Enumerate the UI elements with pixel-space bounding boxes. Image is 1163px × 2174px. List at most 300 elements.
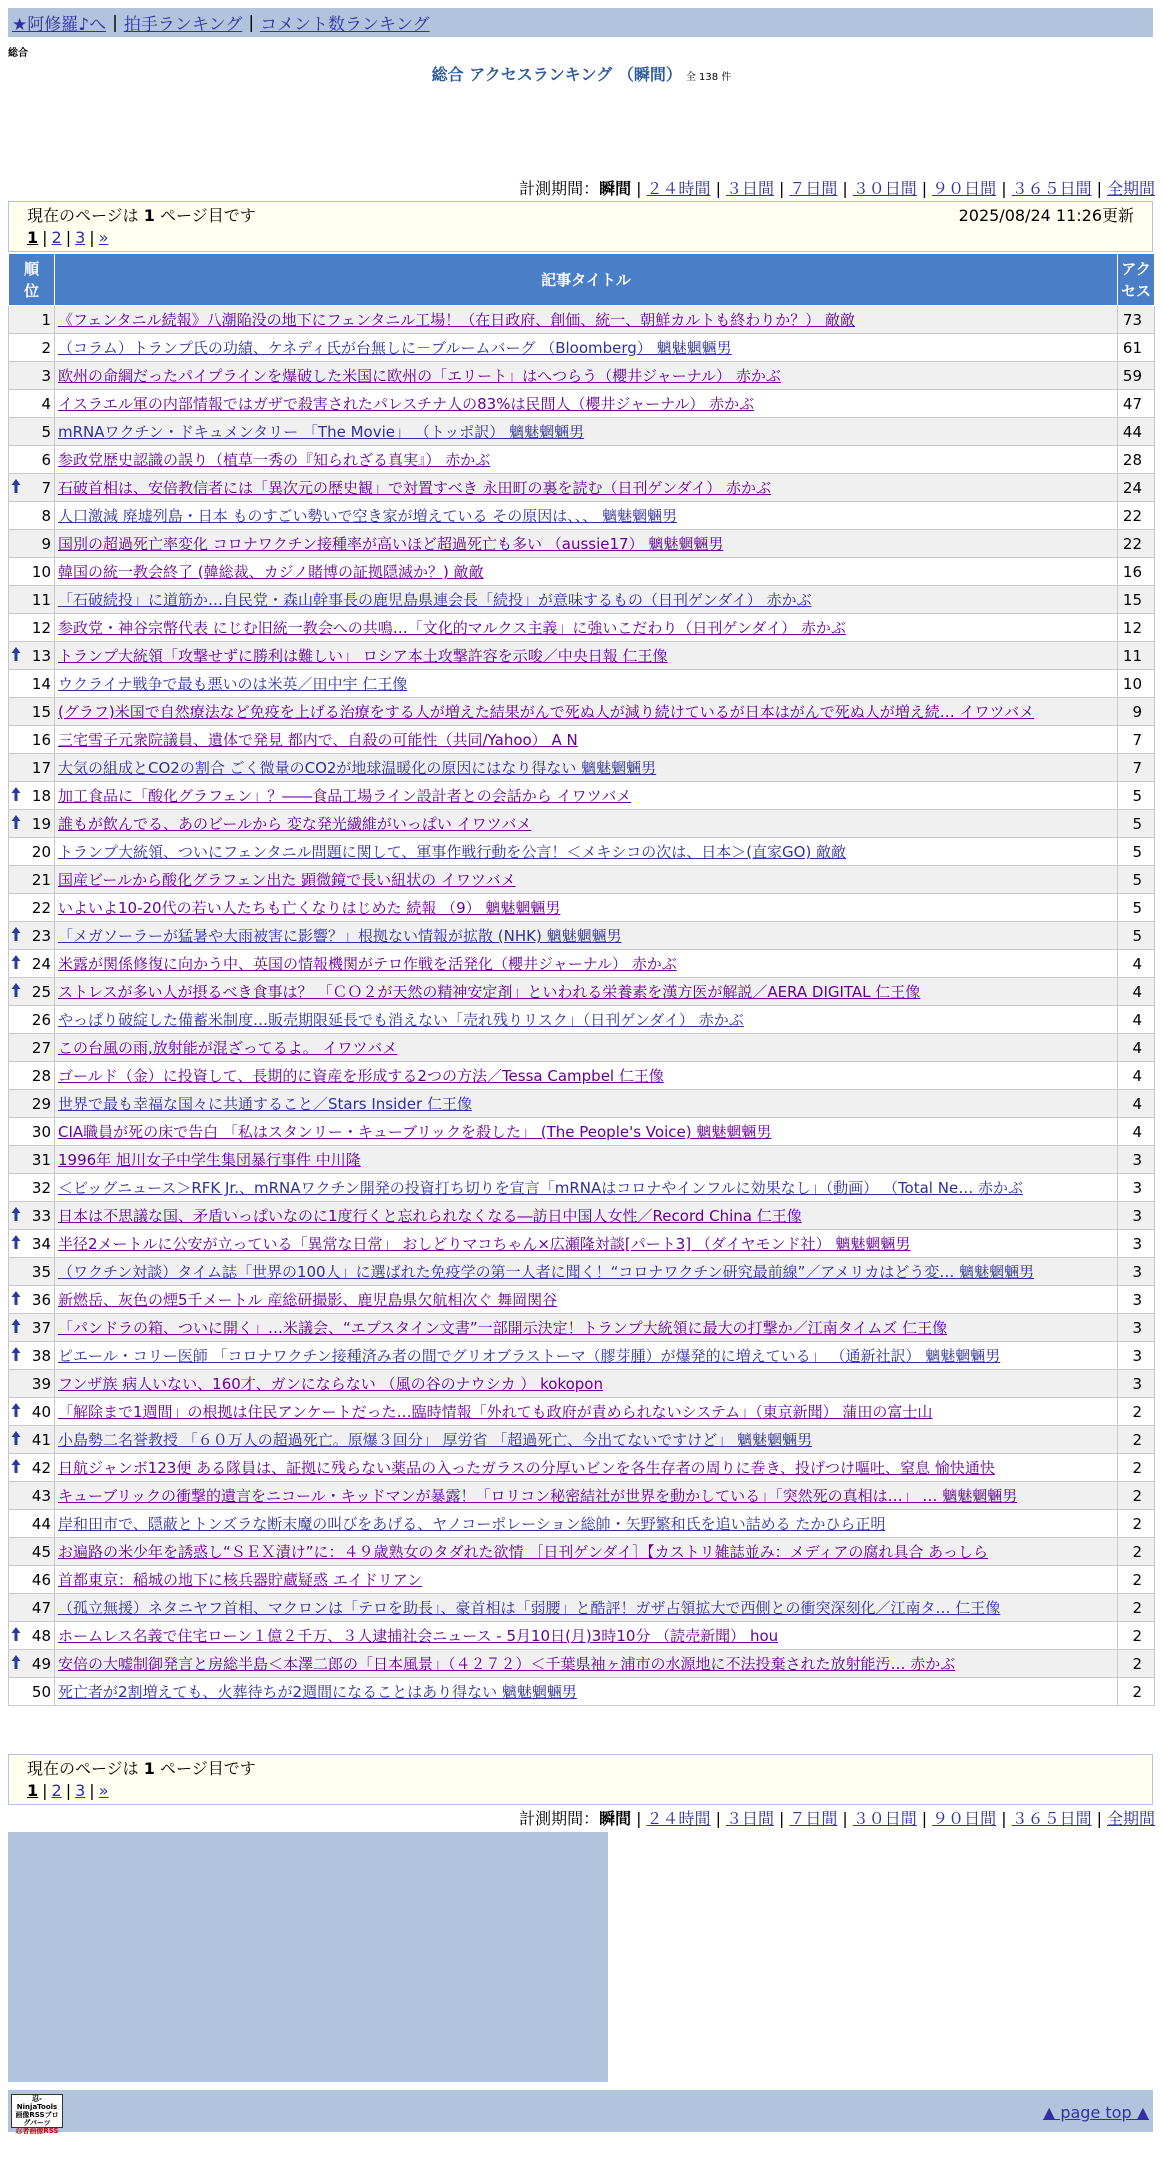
applause-ranking-link[interactable]: 拍手ランキング <box>123 15 243 35</box>
title-cell <box>55 1566 1118 1594</box>
rank-up-arrow-icon <box>11 982 21 998</box>
rank-cell <box>9 1454 55 1482</box>
table-row <box>9 1230 1155 1258</box>
rank-number: 13 <box>31 646 51 665</box>
table-row <box>9 950 1155 978</box>
article-title-link[interactable]: いよいよ10-20代の若い人たちも亡くなりはじめた 続報 （9） 魑魅魍魎男 <box>58 899 561 917</box>
rank-cell <box>9 1342 55 1370</box>
rank-cell <box>9 1566 55 1594</box>
article-title-link[interactable]: 国産ビールから酸化グラフェン出た 顕微鏡で長い紐状の イワツバメ <box>58 871 516 889</box>
rank-cell <box>9 474 55 502</box>
rank-cell <box>9 558 55 586</box>
title-cell <box>55 1006 1118 1034</box>
rank-cell <box>9 1258 55 1286</box>
article-title-link[interactable]: 《フェンタニル続報》八潮陥没の地下にフェンタニル工場！（在日政府、創価、統一、朝鮮カルトも終わりか？） 敵敵 <box>58 311 856 329</box>
rank-number: 46 <box>31 1570 51 1589</box>
article-title-link[interactable]: 欧州の命綱だったパイプラインを爆破した米国に欧州の「エリート」はへつらう（櫻井ジャーナル） 赤かぶ <box>58 367 781 385</box>
title-cell <box>55 1090 1118 1118</box>
rank-number: 29 <box>31 1094 51 1113</box>
title-cell <box>55 1230 1118 1258</box>
period-option-link[interactable]: ９０日間 <box>932 179 997 198</box>
rank-number: 11 <box>31 590 51 609</box>
access-count: 2 <box>1118 1650 1155 1678</box>
rank-number: 1 <box>41 310 51 329</box>
article-title-link[interactable]: 石破首相は、安倍教信者には「異次元の歴史観」で対置すべき 永田町の裏を読む（日刊ゲンダイ） 赤かぶ <box>58 479 772 497</box>
access-count: 7 <box>1118 754 1155 782</box>
access-count: 22 <box>1118 530 1155 558</box>
access-count: 5 <box>1118 810 1155 838</box>
table-row <box>9 838 1155 866</box>
rank-number: 17 <box>31 758 51 777</box>
period-separator: | <box>778 1809 785 1828</box>
article-title-link[interactable]: 日航ジャンボ123便 ある隊員は、証拠に残らない薬品の入ったガラスの分厚いビンを各生存者の周りに巻き、投げつけ嘔吐、窒息 愉快通快 <box>58 1459 995 1477</box>
period-separator: | <box>636 1809 642 1828</box>
table-row <box>9 1286 1155 1314</box>
rank-number: 38 <box>31 1346 51 1365</box>
table-row <box>9 1314 1155 1342</box>
rank-up-arrow-icon <box>11 1346 21 1362</box>
rank-cell <box>9 1482 55 1510</box>
article-title-link[interactable]: 誰もが飲んでる、あのビールから 変な発光繊維がいっぱい イワツバメ <box>58 815 532 833</box>
article-title-link[interactable]: 半径2メートルに公安が立っている「異常な日常」 おしどりマコちゃん×広瀬隆対談[パート3] （ダイヤモンド社） 魑魅魍魎男 <box>58 1235 911 1253</box>
access-count: 3 <box>1118 1174 1155 1202</box>
table-row <box>9 390 1155 418</box>
table-row <box>9 894 1155 922</box>
rank-number: 30 <box>31 1122 51 1141</box>
rank-cell <box>9 1594 55 1622</box>
table-row <box>9 530 1155 558</box>
ad-placeholder <box>8 1832 608 2082</box>
period-separator: | <box>715 179 721 198</box>
title-cell <box>55 1538 1118 1566</box>
table-row <box>9 1398 1155 1426</box>
access-count: 2 <box>1118 1510 1155 1538</box>
article-title-link[interactable]: 1996年 旭川女子中学生集団暴行事件 中川隆 <box>58 1151 361 1169</box>
article-title-link[interactable]: ピエール・コリー医師 「コロナワクチン接種済み者の間でグリオブラストーマ（膠芽腫）が爆発的に増えている」 （通新社訳） 魑魅魍魎男 <box>58 1347 1001 1365</box>
table-row <box>9 586 1155 614</box>
page-link[interactable]: 2 <box>51 228 62 247</box>
rank-cell <box>9 1622 55 1650</box>
article-title-link[interactable]: 米露が関係修復に向かう中、英国の情報機関がテロ作戦を活発化（櫻井ジャーナル） 赤かぶ <box>58 955 677 973</box>
access-count: 4 <box>1118 978 1155 1006</box>
table-row <box>9 754 1155 782</box>
rank-up-arrow-icon <box>11 1318 21 1334</box>
period-option-link[interactable]: ３６５日間 <box>1011 1809 1092 1828</box>
table-row <box>9 1594 1155 1622</box>
article-title-link[interactable]: 人口激減 廃墟列島・日本 ものすごい勢いで空き家が増えている その原因は、、、 魑魅魍魎男 <box>58 507 678 525</box>
access-count: 3 <box>1118 1342 1155 1370</box>
period-separator: | <box>1001 1809 1007 1828</box>
article-title-link[interactable]: ＜ビッグニュース＞RFK Jr.、mRNAワクチン開発の投資打ち切りを宣言「mRNAはコロナやインフルに効果なし」（動画） （Total Ne… 赤かぶ <box>58 1179 1023 1197</box>
article-title-link[interactable]: 小島勢二名誉教授 「６０万人の超過死亡。原爆３回分」 厚労省 「超過死亡、今出てないですけど」 魑魅魍魎男 <box>58 1431 813 1449</box>
page-separator: | <box>42 228 48 247</box>
access-count: 3 <box>1118 1314 1155 1342</box>
article-title-link[interactable]: CIA職員が死の床で告白 「私はスタンリー・キューブリックを殺した」 (The People's Voice) 魑魅魍魎男 <box>58 1123 772 1141</box>
access-count: 15 <box>1118 586 1155 614</box>
table-row <box>9 418 1155 446</box>
rank-number: 14 <box>31 674 51 693</box>
rank-number: 33 <box>31 1206 51 1225</box>
rank-number: 49 <box>31 1654 51 1673</box>
table-row <box>9 306 1155 334</box>
table-row <box>9 334 1155 362</box>
access-count: 28 <box>1118 446 1155 474</box>
page-separator: | <box>65 228 72 247</box>
page-link-current[interactable]: 1 <box>27 1781 39 1800</box>
title-cell <box>55 1062 1118 1090</box>
access-count: 2 <box>1118 1398 1155 1426</box>
rank-number: 20 <box>31 842 51 861</box>
rank-number: 44 <box>31 1514 51 1533</box>
period-option-link[interactable]: ２４時間 <box>646 179 711 198</box>
access-count: 2 <box>1118 1538 1155 1566</box>
article-title-link[interactable]: 死亡者が2割増えても、火葬待ちが2週間になることはあり得ない 魑魅魍魎男 <box>58 1683 577 1701</box>
rank-number: 27 <box>31 1038 51 1057</box>
access-count: 16 <box>1118 558 1155 586</box>
article-title-link[interactable]: 安倍の大嘘制御発言と房総半島＜本澤二郎の「日本風景」（４２７２）＜千葉県袖ヶ浦市の水源地に不法投棄された放射能汚… 赤かぶ <box>58 1655 956 1673</box>
rank-cell <box>9 334 55 362</box>
title-cell <box>55 1202 1118 1230</box>
title-cell <box>55 1118 1118 1146</box>
ninja-rss-logo[interactable]: 忍-NinjaTools 画像RSSブログパーツ 忍者画像RSS <box>11 2094 63 2128</box>
table-row <box>9 1426 1155 1454</box>
access-count: 2 <box>1118 1622 1155 1650</box>
rank-number: 31 <box>31 1150 51 1169</box>
rank-up-arrow-icon <box>11 814 21 830</box>
rank-cell <box>9 306 55 334</box>
rank-cell <box>9 1426 55 1454</box>
table-row <box>9 642 1155 670</box>
rank-number: 9 <box>41 534 51 553</box>
column-header-rank: 順位 <box>9 254 55 306</box>
article-title-link[interactable]: 三宅雪子元衆院議員、遺体で発見 都内で、自殺の可能性（共同/Yahoo） A N <box>58 731 578 749</box>
period-option-link[interactable]: 全期間 <box>1106 1809 1155 1828</box>
page-links <box>27 1780 1134 1802</box>
rank-cell <box>9 670 55 698</box>
period-option-link[interactable]: ３６５日間 <box>1011 179 1092 198</box>
period-selector-top <box>519 176 1155 199</box>
title-cell <box>55 558 1118 586</box>
rank-cell <box>9 530 55 558</box>
access-count: 3 <box>1118 1146 1155 1174</box>
rank-number: 47 <box>31 1598 51 1617</box>
article-title-link[interactable]: ゴールド（金）に投資して、長期的に資産を形成する2つの方法／Tessa Campbel 仁王像 <box>58 1067 664 1085</box>
rank-cell <box>9 866 55 894</box>
rank-number: 48 <box>31 1626 51 1645</box>
title-cell <box>55 894 1118 922</box>
title-cell <box>55 418 1118 446</box>
page-link[interactable]: 3 <box>75 1781 86 1800</box>
rank-number: 12 <box>31 618 51 637</box>
title-cell <box>55 446 1118 474</box>
article-title-link[interactable]: 岸和田市で、隠蔽とトンズラな断末魔の叫びをあげる、ヤノコーポレーション総帥・矢野繁和氏を追い詰める たかひら正明 <box>58 1515 886 1533</box>
rank-cell <box>9 1146 55 1174</box>
period-option-link[interactable]: ３０日間 <box>852 179 917 198</box>
rank-cell <box>9 950 55 978</box>
period-option-link[interactable]: 全期間 <box>1106 179 1155 198</box>
period-option-link[interactable]: ７日間 <box>789 1809 838 1828</box>
rank-up-arrow-icon <box>11 1206 21 1222</box>
access-count: 4 <box>1118 1062 1155 1090</box>
top-nav-bar <box>8 8 1153 37</box>
rank-number: 7 <box>41 478 51 497</box>
access-count: 4 <box>1118 1006 1155 1034</box>
title-cell <box>55 726 1118 754</box>
rank-number: 37 <box>31 1318 51 1337</box>
page-top-link[interactable]: ▲ page top ▲ <box>1042 2103 1149 2122</box>
page-link[interactable]: 3 <box>75 228 86 247</box>
period-option-link[interactable]: ３日間 <box>725 1809 774 1828</box>
column-header-title: 記事タイトル <box>55 254 1118 306</box>
title-cell <box>55 1370 1118 1398</box>
comment-ranking-link[interactable]: コメント数ランキング <box>260 15 430 35</box>
rank-cell <box>9 726 55 754</box>
article-title-link[interactable]: 「パンドラの箱、ついに開く」…米議会、“エプスタイン文書”一部開示決定！トランプ大統領に最大の打撃か／江南タイムズ 仁王像 <box>58 1319 948 1337</box>
title-cell <box>55 1286 1118 1314</box>
nav-separator: | <box>112 12 118 33</box>
title-cell <box>55 642 1118 670</box>
article-title-link[interactable]: トランプ大統領「攻撃せずに勝利は難しい」 ロシア本土攻撃許容を示唆／中央日報 仁王像 <box>58 647 668 665</box>
article-title-link[interactable]: やっぱり破綻した備蓄米制度…販売期限延長でも消えない「売れ残りリスク」（日刊ゲンダイ） 赤かぶ <box>58 1011 744 1029</box>
access-count: 5 <box>1118 782 1155 810</box>
pager-top <box>8 201 1153 252</box>
period-option-link[interactable]: ３日間 <box>725 179 774 198</box>
rank-up-arrow-icon <box>11 1626 21 1642</box>
page-separator: | <box>65 1781 72 1800</box>
access-count: 2 <box>1118 1482 1155 1510</box>
access-count: 10 <box>1118 670 1155 698</box>
rank-number: 28 <box>31 1066 51 1085</box>
current-page-text: 現在のページは 1 ページ目です <box>27 1759 256 1778</box>
rank-number: 10 <box>31 562 51 581</box>
next-page-link[interactable]: » <box>98 228 109 247</box>
rank-cell <box>9 1034 55 1062</box>
article-title-link[interactable]: 大気の組成とCO2の割合 ごく微量のCO2が地球温暖化の原因にはなり得ない 魑魅魍魎男 <box>58 759 657 777</box>
updated-timestamp: 2025/08/24 11:26更新 <box>958 206 1134 225</box>
article-title-link[interactable]: 「解除まで1週間」の根拠は住民アンケートだった…臨時情報「外れても政府が責められないシステム」（東京新聞） 蒲田の富士山 <box>58 1403 933 1421</box>
period-selector-bottom <box>519 1806 1155 1829</box>
rank-cell <box>9 614 55 642</box>
article-title-link[interactable]: イスラエル軍の内部情報ではガザで殺害されたパレスチナ人の83%は民間人（櫻井ジャーナル） 赤かぶ <box>58 395 755 413</box>
column-header-access: アクセス <box>1118 254 1155 306</box>
title-cell <box>55 754 1118 782</box>
article-title-link[interactable]: お遍路の米少年を誘惑し“ＳＥＸ漬け”に：４９歳熟女のタダれた欲情 ［日刊ゲンダイ］【カストリ雑誌並み：メディアの腐れ具合 あっしら <box>58 1543 989 1561</box>
table-row <box>9 810 1155 838</box>
rank-cell <box>9 782 55 810</box>
rank-number: 45 <box>31 1542 51 1561</box>
title-cell <box>55 474 1118 502</box>
access-count: 2 <box>1118 1594 1155 1622</box>
category-label: 総合 <box>8 48 28 59</box>
article-title-link[interactable]: (グラフ)米国で自然療法など免疫を上げる治療をする人が増えた結果がんで死ぬ人が減り続けているが日本はがんで死ぬ人が増え続… イワツバメ <box>58 703 1035 721</box>
article-title-link[interactable]: ホームレス名義で住宅ローン１億２千万、３人逮捕社会ニュース - 5月10日(月)3時10分 （読売新聞） hou <box>58 1627 779 1645</box>
table-row <box>9 978 1155 1006</box>
rank-cell <box>9 1510 55 1538</box>
title-cell <box>55 306 1118 334</box>
title-cell <box>55 866 1118 894</box>
title-cell <box>55 698 1118 726</box>
table-row <box>9 1538 1155 1566</box>
rank-number: 2 <box>41 338 51 357</box>
table-row <box>9 1482 1155 1510</box>
page-title: 総合 アクセスランキング （瞬間） <box>431 65 682 84</box>
access-count: 73 <box>1118 306 1155 334</box>
period-current: 瞬間 <box>599 179 632 198</box>
rank-cell <box>9 922 55 950</box>
table-row <box>9 1510 1155 1538</box>
table-row <box>9 362 1155 390</box>
ashura-home-link[interactable]: ★阿修羅♪へ <box>12 15 107 35</box>
rank-number: 22 <box>31 898 51 917</box>
period-separator: | <box>1096 179 1102 198</box>
rank-number: 3 <box>41 366 51 385</box>
access-count: 47 <box>1118 390 1155 418</box>
article-title-link[interactable]: 新燃岳、灰色の煙5千メートル 産総研撮影、鹿児島県欠航相次ぐ 舞岡関谷 <box>58 1291 558 1309</box>
page-link[interactable]: 2 <box>51 1781 62 1800</box>
access-count: 24 <box>1118 474 1155 502</box>
rank-number: 24 <box>31 954 51 973</box>
access-count: 4 <box>1118 1034 1155 1062</box>
period-separator: | <box>778 179 785 198</box>
title-cell <box>55 530 1118 558</box>
rank-cell <box>9 838 55 866</box>
period-option-link[interactable]: ２４時間 <box>646 1809 711 1828</box>
rank-cell <box>9 1370 55 1398</box>
rank-number: 25 <box>31 982 51 1001</box>
rank-cell <box>9 1398 55 1426</box>
title-cell <box>55 334 1118 362</box>
article-title-link[interactable]: 「メガソーラーが猛暑や大雨被害に影響？」根拠ない情報が拡散 (NHK) 魑魅魍魎男 <box>58 927 622 945</box>
article-title-link[interactable]: 首都東京：稲城の地下に核兵器貯蔵疑惑 エイドリアン <box>58 1571 423 1589</box>
article-title-link[interactable]: 「石破続投」に道筋か…自民党・森山幹事長の鹿児島県連会長「続投」が意味するもの（日刊ゲンダイ） 赤かぶ <box>58 591 812 609</box>
rank-up-arrow-icon <box>11 1234 21 1250</box>
table-row <box>9 1342 1155 1370</box>
rank-cell <box>9 1230 55 1258</box>
article-title-link[interactable]: 日本は不思議な国、矛盾いっぱいなのに1度行くと忘れられなくなる―訪日中国人女性／Record China 仁王像 <box>58 1207 802 1225</box>
rank-number: 18 <box>31 786 51 805</box>
ranking-table <box>8 253 1155 1706</box>
rank-cell <box>9 1202 55 1230</box>
page-links <box>27 227 1134 249</box>
table-row <box>9 670 1155 698</box>
access-count: 5 <box>1118 922 1155 950</box>
article-title-link[interactable]: ストレスが多い人が摂るべき食事は？ 「ＣＯ２が天然の精神安定剤」といわれる栄養素を漢方医が解説／AERA DIGITAL 仁王像 <box>58 983 921 1001</box>
table-row <box>9 866 1155 894</box>
next-page-link[interactable]: » <box>98 1781 109 1800</box>
rank-cell <box>9 1538 55 1566</box>
table-row <box>9 1174 1155 1202</box>
access-count: 9 <box>1118 698 1155 726</box>
article-title-link[interactable]: トランプ大統領、ついにフェンタニル問題に関して、軍事作戦行動を公言！＜メキシコの次は、日本＞(直家GO) 敵敵 <box>58 843 847 861</box>
rank-up-arrow-icon <box>11 786 21 802</box>
period-option-link[interactable]: ９０日間 <box>932 1809 997 1828</box>
access-count: 3 <box>1118 1202 1155 1230</box>
title-cell <box>55 1482 1118 1510</box>
rank-up-arrow-icon <box>11 1430 21 1446</box>
access-count: 4 <box>1118 1090 1155 1118</box>
period-option-link[interactable]: ３０日間 <box>852 1809 917 1828</box>
rank-number: 6 <box>41 450 51 469</box>
article-title-link[interactable]: mRNAワクチン・ドキュメンタリー 「The Movie」 （トッポ訳） 魑魅魍魎男 <box>58 423 585 441</box>
title-cell <box>55 810 1118 838</box>
title-cell <box>55 838 1118 866</box>
rank-up-arrow-icon <box>11 1458 21 1474</box>
rank-cell <box>9 1678 55 1706</box>
article-title-link[interactable]: （ワクチン対談）タイム誌「世界の100人」に選ばれた免疫学の第一人者に聞く！“コロナワクチン研究最前線”／アメリカはどう変… 魑魅魍魎男 <box>58 1263 1035 1281</box>
article-title-link[interactable]: ウクライナ戦争で最も悪いのは米英／田中宇 仁王像 <box>58 675 408 693</box>
rank-number: 39 <box>31 1374 51 1393</box>
table-row <box>9 1258 1155 1286</box>
article-title-link[interactable]: フンザ族 病人いない、160才、ガンにならない （風の谷のナウシカ ） kokopon <box>58 1375 603 1393</box>
rank-up-arrow-icon <box>11 954 21 970</box>
rank-cell <box>9 1118 55 1146</box>
article-title-link[interactable]: この台風の雨,放射能が混ざってるよ。 イワツバメ <box>58 1039 398 1057</box>
rank-cell <box>9 1314 55 1342</box>
access-count: 4 <box>1118 1118 1155 1146</box>
rank-cell <box>9 418 55 446</box>
article-title-link[interactable]: 参政党歴史認識の誤り（植草一秀の『知られざる真実』） 赤かぶ <box>58 451 491 469</box>
article-title-link[interactable]: 加工食品に「酸化グラフェン」？――食品工場ライン設計者との会話から イワツバメ <box>58 787 632 805</box>
article-title-link[interactable]: （コラム）トランプ氏の功績、ケネディ氏が台無しに－ブルームバーグ （Bloomberg） 魑魅魍魎男 <box>58 339 732 357</box>
table-row <box>9 474 1155 502</box>
table-row <box>9 1118 1155 1146</box>
rank-cell <box>9 502 55 530</box>
period-option-link[interactable]: ７日間 <box>789 179 838 198</box>
article-title-link[interactable]: 国別の超過死亡率変化 コロナワクチン接種率が高いほど超過死亡も多い （aussie17） 魑魅魍魎男 <box>58 535 724 553</box>
table-row <box>9 1090 1155 1118</box>
rank-up-arrow-icon <box>11 1402 21 1418</box>
rank-number: 40 <box>31 1402 51 1421</box>
title-cell <box>55 502 1118 530</box>
rank-number: 41 <box>31 1430 51 1449</box>
access-count: 5 <box>1118 866 1155 894</box>
article-title-link[interactable]: キューブリックの衝撃的遺言をニコール・キッドマンが暴露！「ロリコン秘密結社が世界を動かしている」「突然死の真相は…」 … 魑魅魍魎男 <box>58 1487 1018 1505</box>
rank-up-arrow-icon <box>11 926 21 942</box>
article-title-link[interactable]: 韓国の統一教会終了 (韓総裁、カジノ賭博の証拠隠滅か？) 敵敵 <box>58 563 484 581</box>
table-row <box>9 1034 1155 1062</box>
rank-number: 4 <box>41 394 51 413</box>
period-current: 瞬間 <box>599 1809 632 1828</box>
article-title-link[interactable]: 世界で最も幸福な国々に共通すること／Stars Insider 仁王像 <box>58 1095 472 1113</box>
title-cell <box>55 1678 1118 1706</box>
access-count: 4 <box>1118 950 1155 978</box>
page-separator: | <box>42 1781 48 1800</box>
rank-up-arrow-icon <box>11 478 21 494</box>
article-title-link[interactable]: 参政党・神谷宗幣代表 にじむ旧統一教会への共鳴…「文化的マルクス主義」に強いこだわり（日刊ゲンダイ） 赤かぶ <box>58 619 846 637</box>
title-cell <box>55 1342 1118 1370</box>
rank-cell <box>9 1090 55 1118</box>
access-count: 3 <box>1118 1286 1155 1314</box>
page-link-current[interactable]: 1 <box>27 228 39 247</box>
article-title-link[interactable]: （孤立無援）ネタニヤフ首相、マクロンは「テロを助長」、豪首相は「弱腰」と酷評！ガザ占領拡大で西側との衝突深刻化／江南タ… 仁王像 <box>58 1599 1001 1617</box>
rank-cell <box>9 894 55 922</box>
access-count: 3 <box>1118 1230 1155 1258</box>
rank-cell <box>9 586 55 614</box>
table-row <box>9 1062 1155 1090</box>
access-count: 7 <box>1118 726 1155 754</box>
rank-number: 43 <box>31 1486 51 1505</box>
title-cell <box>55 1454 1118 1482</box>
table-row <box>9 1566 1155 1594</box>
period-separator: | <box>1096 1809 1102 1828</box>
title-cell <box>55 922 1118 950</box>
rank-number: 21 <box>31 870 51 889</box>
table-row <box>9 1678 1155 1706</box>
rank-number: 16 <box>31 730 51 749</box>
title-cell <box>55 390 1118 418</box>
rank-up-arrow-icon <box>11 1654 21 1670</box>
period-separator: | <box>1001 179 1007 198</box>
